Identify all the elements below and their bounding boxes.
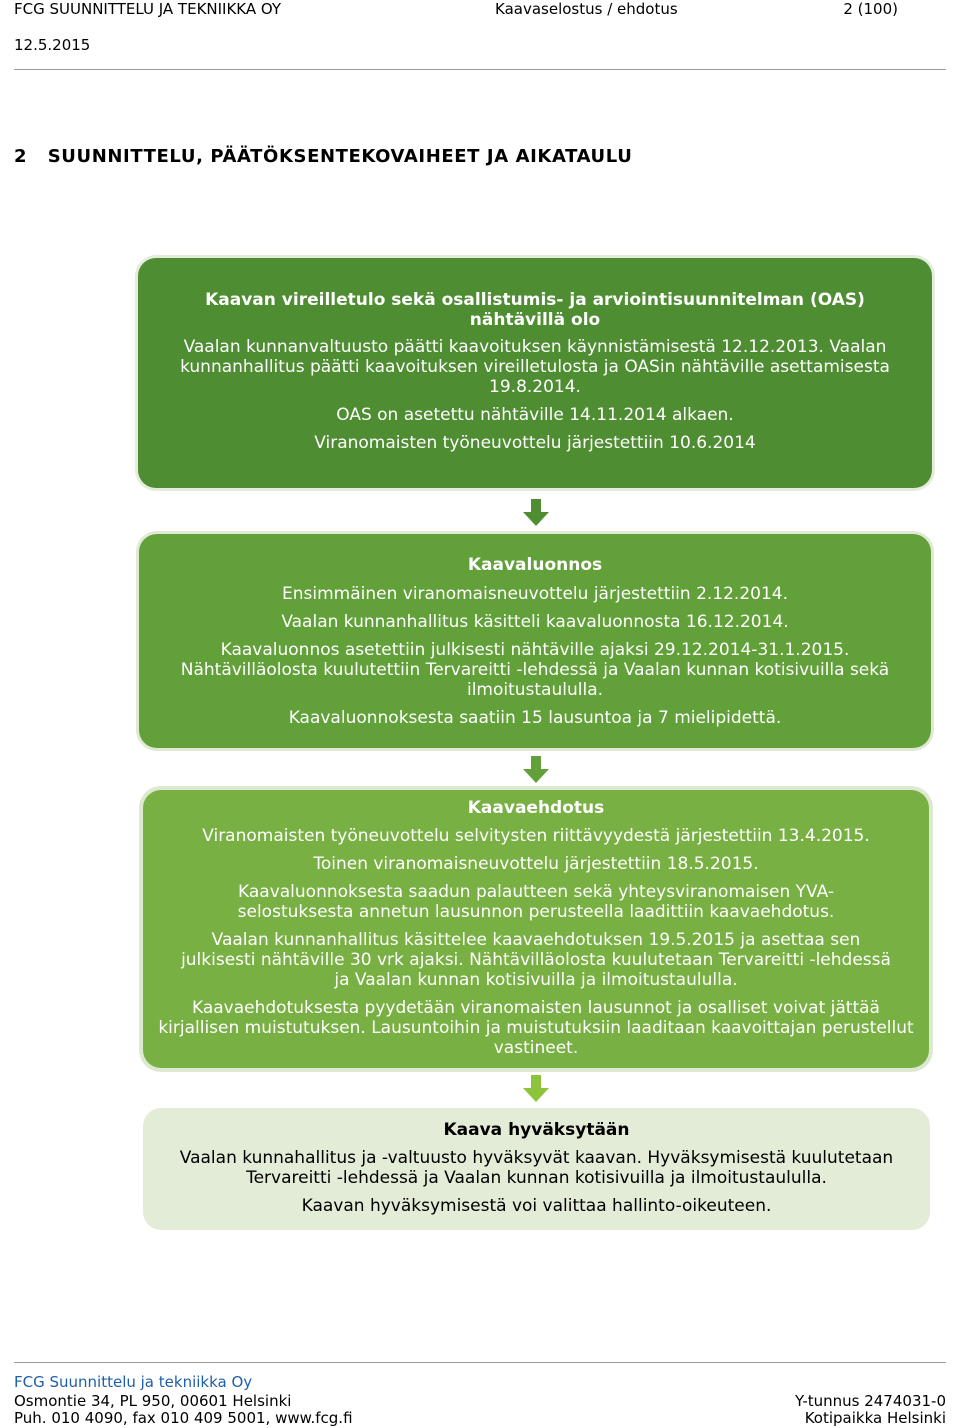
header-date: 12.5.2015 xyxy=(14,36,91,54)
step-text: Vaalan kunnanvaltuusto päätti kaavoituksen käynnistämisestä 12.12.2013. Vaalan kunnanhallitus päätti kaavoituksen vireilletulosta ja OASin nähtäville asettamisesta 19.8.2014. xyxy=(180,337,890,397)
header-doc-title: Kaavaselostus / ehdotus xyxy=(495,0,678,18)
step-text: Ensimmäinen viranomaisneuvottelu järjestettiin 2.12.2014. xyxy=(281,584,789,604)
arrow-down-icon xyxy=(523,499,549,526)
step-text: Kaavan hyväksymisestä voi valittaa hallinto-oikeuteen. xyxy=(301,1196,772,1216)
step-title: Kaavaluonnos xyxy=(467,555,603,575)
step-text: Vaalan kunnahallitus ja -valtuusto hyväksyvät kaavan. Hyväksymisestä kuulutetaan Tervareitti -lehdessä ja Vaalan kunnan kotisivuilla ja ilmoitustaululla. xyxy=(179,1148,894,1188)
step-text: Vaalan kunnanhallitus käsitteli kaavaluonnosta 16.12.2014. xyxy=(281,612,789,632)
step-title: Kaava hyväksytään xyxy=(443,1120,630,1140)
header-company: FCG SUUNNITTELU JA TEKNIIKKA OY xyxy=(14,0,282,18)
process-step-oas xyxy=(138,258,932,488)
page-header xyxy=(14,0,946,70)
footer-business-id: Y-tunnus 2474031-0 xyxy=(794,1392,946,1410)
arrow-down-icon xyxy=(523,1075,549,1102)
step-text: Kaavaehdotuksesta pyydetään viranomaisten lausunnot ja osalliset voivat jättää kirjallisen muistutuksen. Lausuntoihin ja muistutuksiin laaditaan kaavoittajan perustellut vastineet. xyxy=(158,998,914,1058)
process-step-hyvaksynta xyxy=(143,1108,930,1230)
arrow-shape xyxy=(523,499,549,526)
header-page-number: 2 (100) xyxy=(843,0,898,18)
arrow-shape xyxy=(523,1075,549,1102)
footer-address: Osmontie 34, PL 950, 00601 Helsinki xyxy=(14,1392,292,1410)
arrow-down-icon xyxy=(523,756,549,783)
step-title: Kaavan vireilletulo sekä osallistumis- ja arviointisuunnitelman (OAS) nähtävillä olo xyxy=(205,290,865,330)
step-text: Kaavaluonnos asetettiin julkisesti nähtäville ajaksi 29.12.2014-31.1.2015. Nähtävilläolosta kuulutettiin Tervareitti -lehdessä ja Vaalan kunnan kotisivuilla sekä ilmoitustaululla. xyxy=(180,640,890,700)
process-step-kaavaluonnos xyxy=(139,534,931,748)
footer-contact: Puh. 010 4090, fax 010 409 5001, www.fcg.fi xyxy=(14,1409,353,1427)
step-title: Kaavaehdotus xyxy=(467,798,605,818)
step-text: Toinen viranomaisneuvottelu järjestettiin 18.5.2015. xyxy=(313,854,759,874)
step-text: OAS on asetettu nähtäville 14.11.2014 alkaen. xyxy=(336,405,734,425)
footer-company: FCG Suunnittelu ja tekniikka Oy xyxy=(14,1373,253,1391)
step-text: Viranomaisten työneuvottelu selvitysten riittävyydestä järjestettiin 13.4.2015. xyxy=(202,826,870,846)
section-number: 2 xyxy=(14,146,28,167)
step-text: Vaalan kunnanhallitus käsittelee kaavaehdotuksen 19.5.2015 ja asettaa sen julkisesti nähtäville 30 vrk ajaksi. Nähtävilläolosta kuulutetaan Tervareitti -lehdessä ja Vaalan kunnan kotisivuilla ja ilmoitustaululla. xyxy=(181,930,891,990)
section-title: SUUNNITTELU, PÄÄTÖKSENTEKOVAIHEET JA AIKATAULU xyxy=(47,146,633,167)
process-step-kaavaehdotus xyxy=(143,790,929,1068)
arrow-shape xyxy=(523,756,549,783)
section-heading xyxy=(14,146,632,167)
footer-domicile: Kotipaikka Helsinki xyxy=(804,1409,946,1427)
step-text: Kaavaluonnoksesta saatiin 15 lausuntoa ja 7 mielipidettä. xyxy=(288,708,782,728)
step-text: Kaavaluonnoksesta saadun palautteen sekä yhteysviranomaisen YVA-selostuksesta annetun lausunnon perusteella laadittiin kaavaehdotus. xyxy=(237,882,835,922)
page-footer xyxy=(14,1362,946,1427)
step-text: Viranomaisten työneuvottelu järjestettiin 10.6.2014 xyxy=(314,433,756,453)
